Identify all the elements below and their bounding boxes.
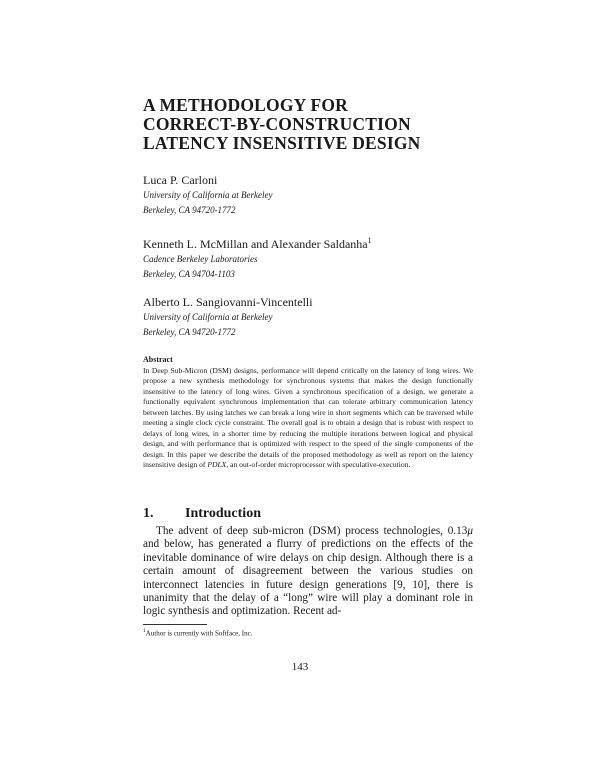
paper-title — [143, 96, 463, 153]
author-affiliation: Cadence Berkeley Laboratories — [143, 254, 258, 264]
author-location: Berkeley, CA 94720-1772 — [143, 204, 236, 215]
footnote-marker: 1 — [143, 628, 146, 634]
footnote-divider — [143, 624, 207, 625]
author-affiliation: University of California at Berkeley — [143, 312, 273, 322]
author-block — [143, 294, 473, 339]
author-block — [143, 172, 473, 217]
author-location: Berkeley, CA 94704-1103 — [143, 268, 235, 279]
footnote-text: Author is currently with Softface, Inc. — [145, 629, 253, 638]
title-line: LATENCY INSENSITIVE DESIGN — [143, 133, 421, 153]
author-name: Kenneth L. McMillan and Alexander Saldanha$^1$ — [143, 236, 372, 251]
emphasized-name: PDLX — [207, 460, 227, 469]
abstract-body: In Deep Sub-Micron (DSM) designs, performance will depend critically on the latency of long wires. We propose a new synthesis methodology for synchronous systems that makes the design functionally insensitive to the latency of long wires. Given a synchronous specification of a design, we generate a functionally equivalent synchronous implementation that can tolerate arbitrary communication latency between latches. By using latches we can break a long wire in short segments which can be traversed while meeting a single clock cycle constraint. The overall goal is to obtain a design that is robust with respect to delays of long wires, in a shorter time by reducing the multiple iterations between logical and physical design, and with performance that is optimized with respect to the speed of the single components of the design. In this paper we describe the details of the proposed methodology as well as report on the latency insensitive design of PDLX, an out-of-order microprocessor with speculative-execution. — [143, 365, 473, 469]
title-line: CORRECT-BY-CONSTRUCTION — [143, 114, 411, 134]
author-block — [143, 233, 473, 281]
title-line: A METHODOLOGY FOR — [143, 95, 348, 115]
author-name: Luca P. Carloni — [143, 173, 218, 187]
author-name: Alberto L. Sangiovanni-Vincentelli — [143, 295, 313, 309]
footnote — [143, 627, 473, 638]
page-number: 143 — [291, 661, 309, 673]
abstract-heading: Abstract — [143, 355, 173, 364]
section-number: 1. — [143, 506, 154, 521]
author-location: Berkeley, CA 94720-1772 — [143, 326, 236, 337]
section-title: Introduction — [185, 506, 261, 521]
section-heading — [143, 505, 473, 523]
author-affiliation: University of California at Berkeley — [143, 190, 273, 200]
abstract — [143, 355, 473, 471]
footnote-marker: 1 — [367, 236, 372, 245]
intro-paragraph: The advent of deep sub-micron (DSM) process technologies, 0.13μ and below, has generated a flurry of predictions on the effects of the inevitable dominance of wire delays on chip design. Although there is a certain amount of disagreement between the various studies on interconnect latencies in future design generations [9, 10], there is unanimity that the delay of a “long” wire will play a dominant role in logic synthesis and optimization. Recent ad- — [143, 525, 473, 618]
